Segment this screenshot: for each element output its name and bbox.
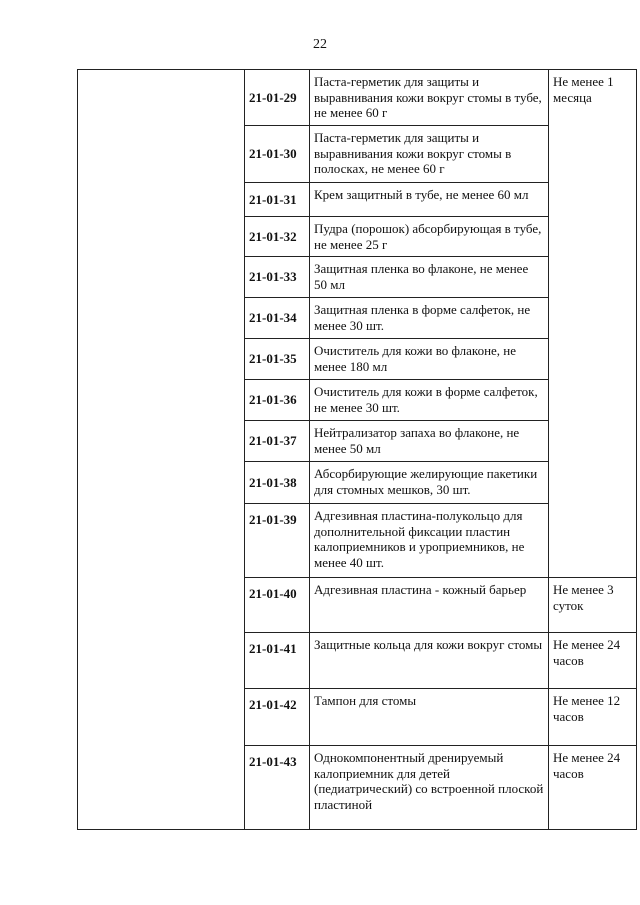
item-code: 21-01-37 xyxy=(245,421,310,462)
item-name: Однокомпонентный дренируемый калоприемник для детей (педиатрический) со встроенной плоской пластиной xyxy=(310,746,549,830)
item-code: 21-01-39 xyxy=(245,504,310,578)
item-name: Очиститель для кожи во флаконе, не менее 180 мл xyxy=(310,339,549,380)
item-code: 21-01-35 xyxy=(245,339,310,380)
item-code: 21-01-29 xyxy=(245,70,310,126)
item-name: Пудра (порошок) абсорбирующая в тубе, не менее 25 г xyxy=(310,217,549,257)
item-code: 21-01-32 xyxy=(245,217,310,257)
table-row xyxy=(78,70,637,126)
item-term: Не менее 24 часов xyxy=(549,633,637,689)
item-code: 21-01-33 xyxy=(245,257,310,298)
item-code: 21-01-36 xyxy=(245,380,310,421)
item-code: 21-01-42 xyxy=(245,689,310,746)
item-name: Защитная пленка во флаконе, не менее 50 мл xyxy=(310,257,549,298)
items-table xyxy=(77,69,637,830)
item-name: Нейтрализатор запаха во флаконе, не менее 50 мл xyxy=(310,421,549,462)
item-code: 21-01-41 xyxy=(245,633,310,689)
item-code: 21-01-30 xyxy=(245,126,310,183)
item-code: 21-01-40 xyxy=(245,578,310,633)
item-code: 21-01-43 xyxy=(245,746,310,830)
item-name: Абсорбирующие желирующие пакетики для стомных мешков, 30 шт. xyxy=(310,462,549,504)
item-name: Тампон для стомы xyxy=(310,689,549,746)
item-name: Паста-герметик для защиты и выравнивания кожи вокруг стомы в тубе, не менее 60 г xyxy=(310,70,549,126)
item-term: Не менее 24 часов xyxy=(549,746,637,830)
item-term: Не менее 1 месяца xyxy=(549,70,637,578)
item-code: 21-01-31 xyxy=(245,183,310,217)
blank-column xyxy=(78,70,245,830)
item-term: Не менее 3 суток xyxy=(549,578,637,633)
item-name: Крем защитный в тубе, не менее 60 мл xyxy=(310,183,549,217)
item-term: Не менее 12 часов xyxy=(549,689,637,746)
item-name: Очиститель для кожи в форме салфеток, не менее 30 шт. xyxy=(310,380,549,421)
item-name: Защитная пленка в форме салфеток, не менее 30 шт. xyxy=(310,298,549,339)
item-name: Адгезивная пластина-полукольцо для дополнительной фиксации пластин калоприемников и уроприемников, не менее 40 шт. xyxy=(310,504,549,578)
item-code: 21-01-38 xyxy=(245,462,310,504)
item-name: Защитные кольца для кожи вокруг стомы xyxy=(310,633,549,689)
item-code: 21-01-34 xyxy=(245,298,310,339)
items-table-wrapper xyxy=(77,69,621,830)
item-name: Паста-герметик для защиты и выравнивания кожи вокруг стомы в полосках, не менее 60 г xyxy=(310,126,549,183)
page-number: 22 xyxy=(313,37,327,52)
item-name: Адгезивная пластина - кожный барьер xyxy=(310,578,549,633)
